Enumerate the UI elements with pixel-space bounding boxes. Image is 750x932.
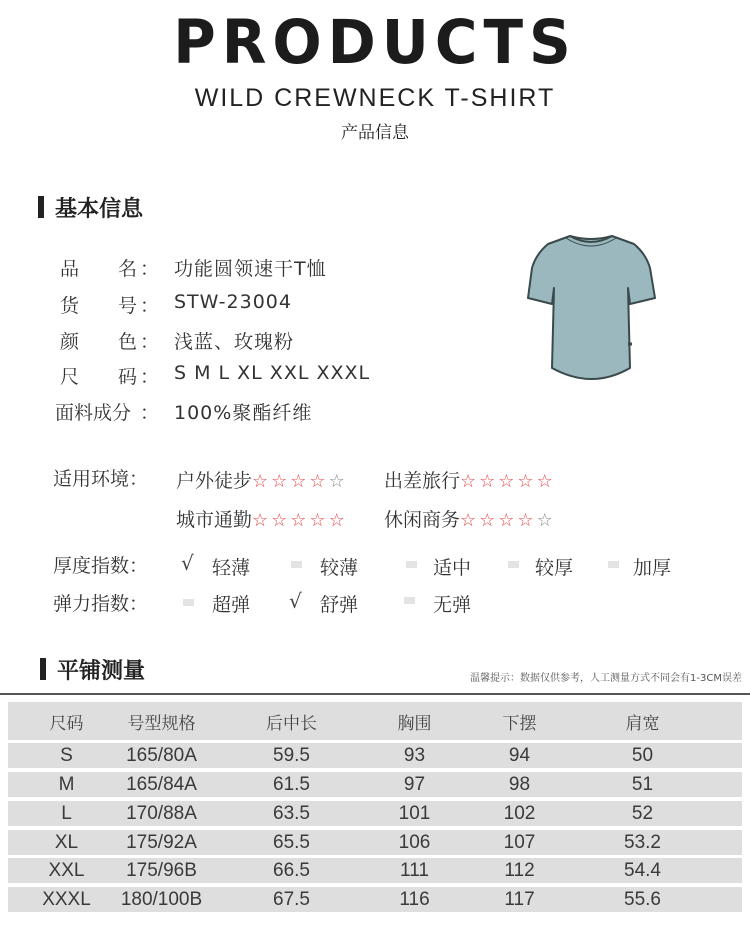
colon: ： — [140, 331, 160, 353]
label-char: 号 — [118, 295, 138, 317]
table-header-cell: 下摆 — [502, 713, 537, 734]
thickness-option: 较厚 — [535, 557, 574, 579]
table-cell: 67.5 — [273, 888, 310, 910]
table-cell: M — [58, 773, 75, 795]
elasticity-option: 超弹 — [212, 594, 251, 616]
product-subtitle: WILD CREWNECK T-SHIRT — [194, 84, 556, 112]
size-value: S M L XL XXL XXXL — [174, 362, 371, 384]
table-cell: 97 — [403, 773, 426, 795]
checkbox-empty-icon — [508, 561, 519, 568]
colon: ： — [140, 258, 160, 280]
thickness-option: 适中 — [433, 557, 472, 579]
label-char: 码 — [118, 366, 138, 388]
checkbox-empty-icon — [608, 561, 619, 568]
section-title-measure: 平铺测量 — [57, 659, 146, 684]
table-cell: 116 — [399, 888, 430, 910]
section-marker — [38, 196, 44, 218]
table-cell: S — [60, 744, 73, 766]
color-value: 浅蓝、玫瑰粉 — [174, 331, 295, 353]
material-label: 面料成分 — [55, 402, 132, 424]
checkbox-empty-icon — [404, 597, 415, 604]
env-name: 休闲商务 — [384, 509, 461, 531]
table-cell: 63.5 — [273, 802, 310, 824]
label-char: 名 — [118, 258, 138, 280]
table-row — [8, 743, 742, 768]
material-value: 100%聚酯纤维 — [174, 402, 313, 424]
table-row — [8, 801, 742, 826]
thickness-label: 厚度指数： — [53, 555, 149, 577]
table-header-cell: 肩宽 — [625, 713, 660, 734]
tshirt-illustration — [522, 228, 660, 388]
table-cell: 59.5 — [273, 744, 310, 766]
table-cell: XL — [54, 831, 79, 853]
table-cell: 65.5 — [273, 831, 310, 853]
rating-stars-icon: ☆☆☆☆ — [252, 471, 329, 492]
colon: ： — [140, 402, 160, 424]
env-item-commute — [176, 505, 348, 532]
table-header-cell: 后中长 — [266, 713, 317, 734]
rating-empty-star-icon: ☆ — [536, 510, 556, 531]
product-info-heading: 产品信息 — [341, 123, 409, 143]
table-cell: 94 — [508, 744, 531, 766]
table-cell: 180/100B — [120, 888, 203, 910]
label-char: 颜 — [60, 331, 80, 353]
table-row — [8, 772, 742, 797]
table-cell: 61.5 — [273, 773, 310, 795]
table-cell: 66.5 — [273, 859, 310, 881]
product-name-value: 功能圆领速干T恤 — [174, 258, 327, 280]
table-row — [8, 858, 742, 883]
table-cell: 165/80A — [126, 744, 197, 766]
table-row — [8, 830, 742, 855]
table-header-cell: 尺码 — [49, 713, 84, 734]
colon: ： — [140, 366, 160, 388]
table-cell: 102 — [503, 802, 536, 824]
table-cell: 55.6 — [624, 888, 661, 910]
thickness-option: 较薄 — [320, 557, 359, 579]
thickness-option: 轻薄 — [212, 557, 251, 579]
elasticity-label: 弹力指数： — [53, 593, 149, 615]
table-divider — [0, 693, 750, 695]
table-row — [8, 887, 742, 912]
env-item-travel — [384, 466, 556, 493]
page-title: PRODUCTS — [173, 6, 577, 78]
table-cell: 98 — [508, 773, 531, 795]
label-char: 色 — [118, 331, 138, 353]
table-cell: 101 — [398, 802, 431, 824]
table-cell: 54.4 — [624, 859, 661, 881]
table-cell: 107 — [503, 831, 536, 853]
table-cell: 52 — [631, 802, 654, 824]
table-cell: 117 — [504, 888, 535, 910]
table-cell: 112 — [504, 859, 535, 881]
elasticity-option: 无弹 — [433, 594, 472, 616]
table-cell: 51 — [631, 773, 654, 795]
env-name: 户外徒步 — [176, 470, 253, 492]
table-cell: 175/96B — [126, 859, 197, 881]
label-char: 尺 — [60, 366, 80, 388]
table-cell: L — [61, 802, 72, 824]
table-cell: 175/92A — [126, 831, 197, 853]
table-header-cell: 号型规格 — [127, 713, 196, 734]
checkbox-empty-icon — [406, 561, 417, 568]
check-icon: √ — [181, 551, 194, 575]
rating-stars-icon: ☆☆☆☆☆ — [252, 510, 348, 531]
label-char: 品 — [60, 258, 80, 280]
table-header-row — [8, 702, 742, 740]
env-name: 出差旅行 — [384, 470, 461, 492]
section-marker — [40, 658, 46, 680]
checkbox-empty-icon — [291, 561, 302, 568]
table-cell: 165/84A — [126, 773, 197, 795]
label-char: 货 — [60, 295, 80, 317]
section-title-basic: 基本信息 — [55, 197, 144, 222]
table-cell: XXXL — [42, 888, 91, 910]
sku-value: STW-23004 — [174, 291, 292, 313]
colon: ： — [140, 295, 160, 317]
table-cell: 106 — [398, 831, 431, 853]
rating-stars-icon: ☆☆☆☆ — [460, 510, 537, 531]
table-cell: 111 — [400, 859, 429, 881]
check-icon: √ — [289, 589, 302, 613]
measurement-note: 温馨提示：数据仅供参考，人工测量方式不同会有1-3CM误差 — [470, 673, 742, 684]
table-cell: XXL — [48, 859, 85, 881]
table-header-cell: 胸围 — [397, 713, 432, 734]
checkbox-empty-icon — [183, 599, 194, 606]
environment-label: 适用环境： — [53, 468, 149, 490]
env-name: 城市通勤 — [176, 509, 253, 531]
rating-stars-icon: ☆☆☆☆☆ — [460, 471, 556, 492]
table-cell: 53.2 — [624, 831, 661, 853]
env-item-hiking — [176, 466, 348, 493]
env-item-business — [384, 505, 556, 532]
thickness-option: 加厚 — [633, 557, 672, 579]
table-cell: 93 — [403, 744, 426, 766]
elasticity-option: 舒弹 — [320, 594, 359, 616]
rating-empty-star-icon: ☆ — [328, 471, 348, 492]
table-cell: 170/88A — [126, 802, 197, 824]
table-cell: 50 — [631, 744, 654, 766]
